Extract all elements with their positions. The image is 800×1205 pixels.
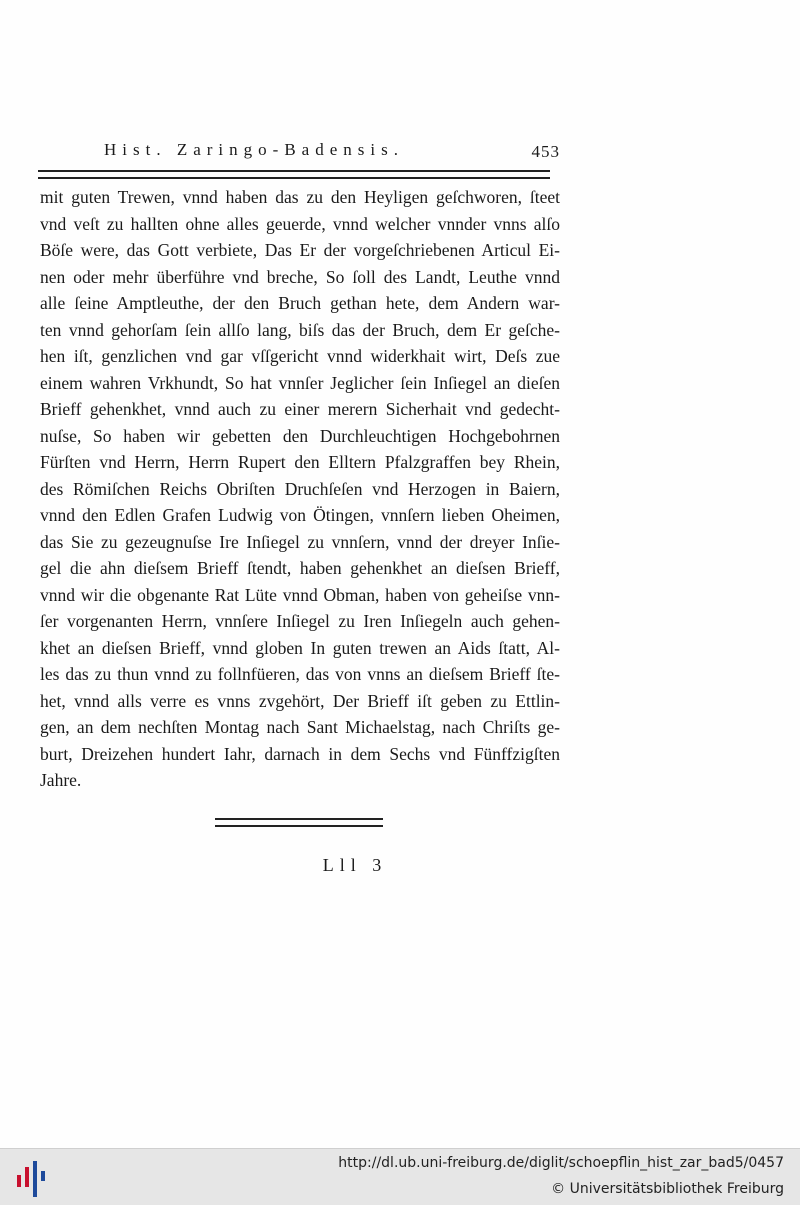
text-line: les das zu thun vnnd zu follnfüeren, das von vnns an dieſsem Brieff ſte- — [40, 664, 560, 684]
text-line: gen, an dem nechſten Montag nach Sant Michaelstag, nach Chriſts ge- — [40, 717, 560, 737]
text-line: burt, Dreizehen hundert Iahr, darnach in dem Sechs vnd Fünffzigſten — [40, 743, 560, 764]
text-line: Brieff gehenkhet, vnnd auch zu einer merern Sicherhait vnd gedecht- — [40, 399, 560, 419]
text-line: nuſse, So haben wir gebetten den Durchleuchtigen Hochgebohrnen — [40, 425, 560, 446]
text-line: khet an dieſsen Brieff, vnnd globen In guten trewen an Aids ſtatt, Al- — [40, 637, 560, 658]
text-line: gel die ahn dieſsem Brieff ſtendt, haben gehenkhet an dieſsen Brieff, — [40, 558, 560, 578]
body-text — [40, 184, 560, 794]
text-line: alle ſeine Amptleuthe, der den Bruch gethan hete, dem Andern war- — [40, 293, 560, 313]
footer-bar — [0, 1148, 800, 1205]
page-number: 453 — [531, 142, 560, 161]
source-url-link[interactable]: http://dl.ub.uni-freiburg.de/diglit/schoepflin_hist_zar_bad5/0457 — [338, 1155, 784, 1171]
text-line: Böſe were, das Gott verbiete, Das Er der vorgeſchriebenen Articul Ei- — [40, 240, 560, 260]
text-line: ſer vorgenanten Herrn, vnnſere Inſiegel zu Iren Inſiegeln auch gehen- — [40, 611, 560, 631]
signature-mark: Lll 3 — [322, 855, 388, 875]
end-rule — [215, 818, 383, 827]
text-line: het, vnnd alls verre es vnns zvgehört, Der Brieff iſt geben zu Ettlin- — [40, 690, 560, 711]
header-rule — [38, 170, 550, 179]
text-line: mit guten Trewen, vnnd haben das zu den Heyligen geſchworen, ſteet — [40, 187, 560, 207]
text-line: Fürſten vnd Herrn, Herrn Rupert den Elltern Pfalzgraffen bey Rhein, — [40, 452, 560, 472]
copyright-text: © Universitätsbibliothek Freiburg — [551, 1181, 784, 1197]
text-line: vnnd den Edlen Grafen Ludwig von Ötingen, vnnſern lieben Oheimen, — [40, 505, 560, 525]
text-line: des Römiſchen Reichs Obriſten Druchſeſen vnd Herzogen in Baiern, — [40, 478, 560, 499]
text-line: einem wahren Vrkhundt, So hat vnnſer Jeglicher ſein Inſiegel an dieſen — [40, 372, 560, 393]
text-line: Jahre. — [40, 770, 82, 790]
text-line: hen iſt, genzlichen vnd gar vſſgericht vnnd widerkhait wirt, Deſs zue — [40, 346, 560, 366]
text-line: das Sie zu gezeugnuſse Ire Inſiegel zu vnnſern, vnnd der dreyer Inſie- — [40, 531, 560, 552]
text-line: vnnd wir die obgenante Rat Lüte vnnd Obman, haben von geheiſse vnn- — [40, 584, 560, 605]
running-title: Hist. Zaringo-Badensis. — [104, 140, 404, 159]
text-line: ten vnnd gehorſam ſein allſo lang, biſs das der Bruch, dem Er geſche- — [40, 319, 560, 340]
ub-freiburg-logo-icon — [14, 1157, 54, 1197]
text-line: nen oder mehr überführe vnd breche, So ſoll des Landt, Leuthe vnnd — [40, 266, 560, 287]
text-line: vnd veſt zu hallten ohne alles geuerde, vnnd welcher vnnder vnns alſo — [40, 213, 560, 234]
